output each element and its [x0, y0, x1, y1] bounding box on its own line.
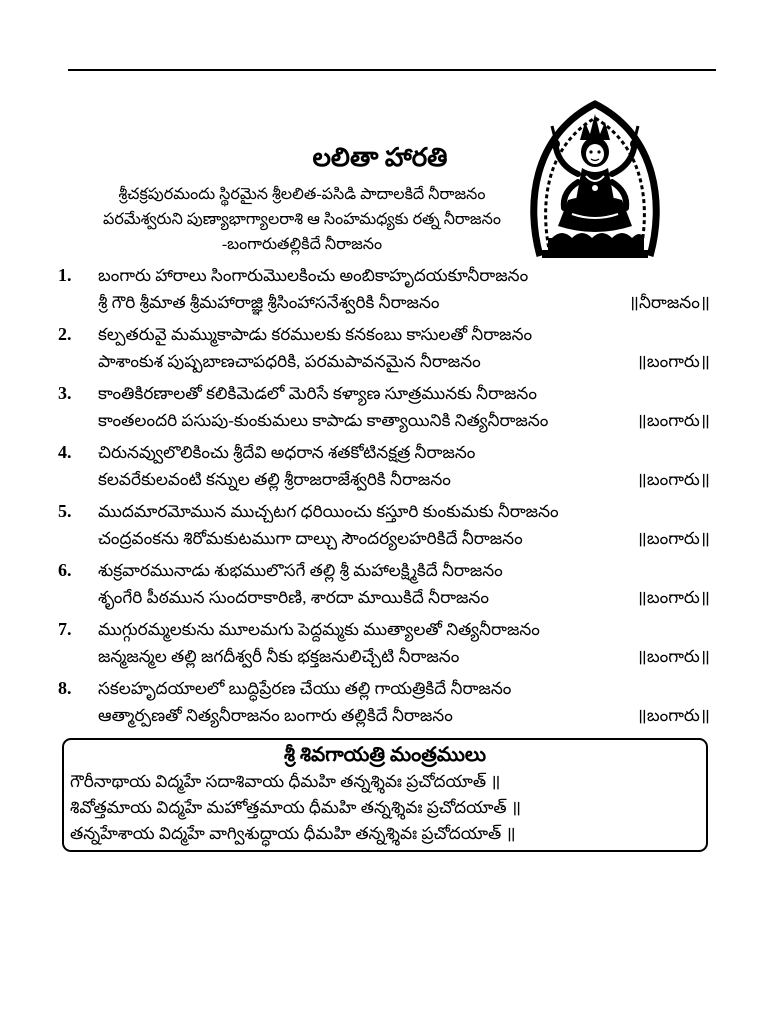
verse-refrain: ॥నీరాజనం॥	[628, 293, 710, 312]
shiva-gayatri-box	[62, 738, 708, 852]
mantra-line: శివోత్తమాయ విద్మహే మహోత్తమాయ ధీమహి తన్నశ్శివః ప్రచోదయాత్ ॥	[70, 798, 522, 817]
verse-number: 4.	[58, 442, 72, 462]
intro-line: పరమేశ్వరుని పుణ్యాభాగ్యాలరాశి ఆ సింహమధ్యకు రత్న నీరాజనం	[103, 211, 501, 228]
intro-line: శ్రీచక్రపురమందు స్థిరమైన శ్రీలలిత-పసిడి పాదాలకిదే నీరాజనం	[118, 186, 486, 203]
goddess-lalitha-icon	[522, 96, 668, 266]
verse-line-2: కలవరేకులవంటి కన్నుల తల్లి శ్రీరాజరాజేశ్వరికి నీరాజనం	[98, 470, 451, 489]
verse-refrain: ॥బంగారు॥	[636, 706, 710, 725]
verse-line-2: శృంగేరి పీఠమున సుందరాకారిణి, శారదా మాయికిదే నీరాజనం	[98, 588, 489, 607]
verse-line-1: చిరునవ్వులొలికించు శ్రీదేవి అధరాన శతకోటినక్షత్ర నీరాజనం	[98, 443, 476, 462]
verse-line-2: ఆత్మార్పణతో నిత్యనీరాజనం బంగారు తల్లికిదే నీరాజనం	[98, 706, 453, 725]
verse-refrain: ॥బంగారు॥	[636, 588, 710, 607]
top-divider	[68, 69, 716, 71]
verse-refrain: ॥బంగారు॥	[636, 529, 710, 548]
page-title: లలితా హారతి	[312, 143, 448, 172]
verse-line-1: సకలహృదయాలలో బుద్ధిప్రేరణ చేయు తల్లి గాయత్రికిదే నీరాజనం	[98, 679, 512, 698]
verse-number: 8.	[58, 678, 72, 698]
verse-number: 6.	[58, 560, 72, 580]
verse-line-1: శుక్రవారమునాడు శుభములొసగే తల్లి శ్రీ మహాలక్ష్మికిదే నీరాజనం	[98, 561, 503, 580]
verse-refrain: ॥బంగారు॥	[636, 470, 710, 489]
verse-item	[58, 498, 710, 552]
verse-number: 3.	[58, 383, 72, 403]
verse-number: 1.	[58, 265, 72, 285]
verse-list	[58, 262, 710, 734]
intro-block	[76, 182, 528, 257]
verse-item	[58, 675, 710, 729]
verse-line-1: ముగ్గురమ్మలకును మూలమగు పెద్దమ్మకు ముత్యాలతో నిత్యనీరాజనం	[98, 620, 540, 639]
mantra-box-title: శ్రీ శివగాయత్రి మంత్రములు	[283, 744, 487, 766]
mantra-line: గౌరీనాథాయ విద్మహే సదాశివాయ ధీమహి తన్నశ్శివః ప్రచోదయాత్ ॥	[70, 772, 501, 791]
verse-line-1: ముదమారమోమున ముచ్చటగ ధరియించు కస్తూరి కుంకుమకు నీరాజనం	[98, 502, 559, 521]
verse-line-2: శ్రీ గౌరి శ్రీమాత శ్రీమహారాజ్ఞి శ్రీసింహాసనేశ్వరికి నీరాజనం	[98, 293, 440, 312]
verse-refrain: ॥బంగారు॥	[636, 352, 710, 371]
verse-number: 5.	[58, 501, 72, 521]
verse-line-2: జన్మజన్మల తల్లి జగదీశ్వరీ నీకు భక్తజనులిచ్చేటి నీరాజనం	[98, 647, 460, 666]
verse-line-2: పాశాంకుశ పుష్పబాణచాపధరికి, పరమపావనమైన నీరాజనం	[98, 352, 481, 371]
verse-refrain: ॥బంగారు॥	[636, 647, 710, 666]
verse-line-1: కల్పతరువై మమ్ముకాపాడు కరములకు కనకంబు కాసులతో నీరాజనం	[98, 325, 533, 344]
verse-refrain: ॥బంగారు॥	[636, 411, 710, 430]
intro-line: -బంగారుతల్లికిదే నీరాజనం	[221, 236, 383, 253]
verse-item	[58, 616, 710, 670]
verse-line-1: కాంతికిరణాలతో కలికిమెడలో మెరిసే కళ్యాణ సూత్రమునకు నీరాజనం	[98, 384, 537, 403]
verse-line-2: కాంతలందరి పసుపు-కుంకుమలు కాపాడు కాత్యాయినికి నిత్యనీరాజనం	[98, 411, 549, 430]
mantra-line: తన్నహేశాయ విద్మహే వాగ్విశుద్ధాయ ధీమహి తన్నశ్శివః ప్రచోదయాత్ ॥	[70, 824, 516, 843]
verse-item	[58, 321, 710, 375]
verse-item	[58, 380, 710, 434]
verse-item	[58, 557, 710, 611]
verse-number: 7.	[58, 619, 72, 639]
verse-number: 2.	[58, 324, 72, 344]
verse-line-1: బంగారు హారాలు సింగారుమొలకించు అంబికాహృదయకూనీరాజనం	[98, 266, 529, 285]
verse-item	[58, 262, 710, 316]
verse-line-2: చంద్రవంకను శిరోమకుటముగా దాల్చు సౌందర్యలహరికిదే నీరాజనం	[98, 529, 523, 548]
verse-item	[58, 439, 710, 493]
